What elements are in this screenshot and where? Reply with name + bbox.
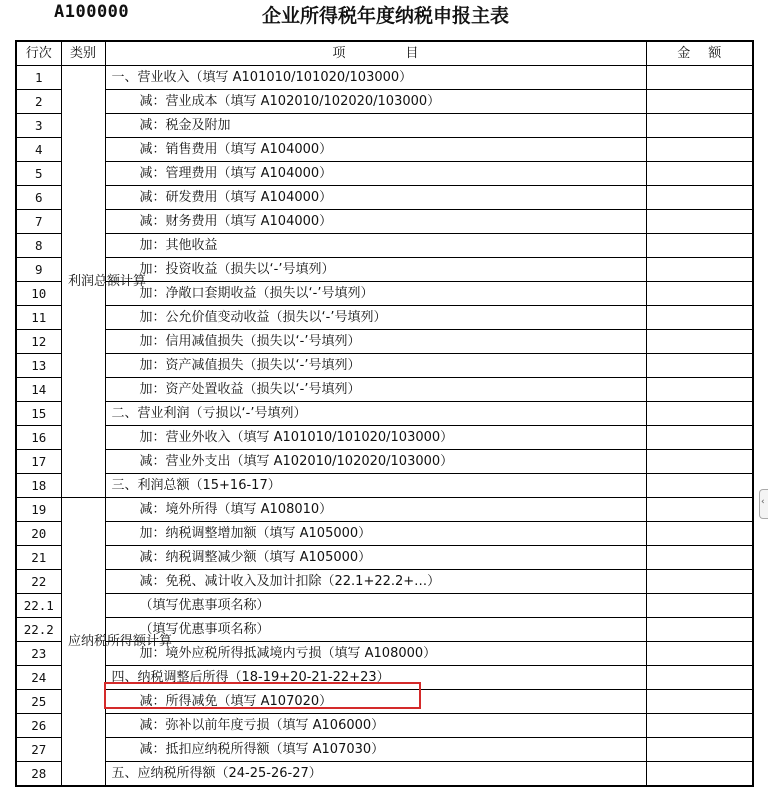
row-number: 14	[16, 378, 61, 402]
item-description: 加：信用减值损失（损失以‘-’号填列）	[105, 330, 646, 354]
item-description: 减：管理费用（填写 A104000）	[105, 162, 646, 186]
amount-cell[interactable]	[646, 714, 753, 738]
table-row	[16, 138, 753, 162]
row-number: 5	[16, 162, 61, 186]
table-row	[16, 306, 753, 330]
item-description: 减：研发费用（填写 A104000）	[105, 186, 646, 210]
row-number: 23	[16, 642, 61, 666]
table-row	[16, 474, 753, 498]
table-row	[16, 450, 753, 474]
amount-cell[interactable]	[646, 306, 753, 330]
amount-cell[interactable]	[646, 474, 753, 498]
item-description: 二、营业利润（亏损以‘-’号填列）	[105, 402, 646, 426]
item-description: 加：其他收益	[105, 234, 646, 258]
category-label: 利润总额计算	[68, 274, 147, 289]
row-number: 22	[16, 570, 61, 594]
table-row	[16, 690, 753, 714]
item-description: 加：境外应税所得抵减境内亏损（填写 A108000）	[105, 642, 646, 666]
row-number: 11	[16, 306, 61, 330]
item-description: 五、应纳税所得额（24-25-26-27）	[105, 762, 646, 787]
table-row	[16, 114, 753, 138]
table-row	[16, 234, 753, 258]
table-row	[16, 90, 753, 114]
row-number: 6	[16, 186, 61, 210]
amount-cell[interactable]	[646, 690, 753, 714]
item-description: 减：营业外支出（填写 A102010/102020/103000）	[105, 450, 646, 474]
row-number: 8	[16, 234, 61, 258]
row-number: 7	[16, 210, 61, 234]
amount-cell[interactable]	[646, 378, 753, 402]
item-description: 减：免税、减计收入及加计扣除（22.1+22.2+…）	[105, 570, 646, 594]
row-number: 28	[16, 762, 61, 787]
row-number: 27	[16, 738, 61, 762]
item-description: 四、纳税调整后所得（18-19+20-21-22+23）	[105, 666, 646, 690]
header-amount: 金 额	[646, 41, 753, 66]
category-taxable	[61, 498, 173, 787]
item-description: 减：财务费用（填写 A104000）	[105, 210, 646, 234]
item-description: 减：纳税调整减少额（填写 A105000）	[105, 546, 646, 570]
amount-cell[interactable]	[646, 522, 753, 546]
row-number: 21	[16, 546, 61, 570]
row-number: 16	[16, 426, 61, 450]
row-number: 9	[16, 258, 61, 282]
amount-cell[interactable]	[646, 258, 753, 282]
item-description: 加：资产处置收益（损失以‘-’号填列）	[105, 378, 646, 402]
item-description: 加：净敞口套期收益（损失以‘-’号填列）	[105, 282, 646, 306]
row-number: 2	[16, 90, 61, 114]
item-description: 减：所得减免（填写 A107020）	[105, 690, 646, 714]
amount-cell[interactable]	[646, 282, 753, 306]
row-number: 24	[16, 666, 61, 690]
amount-cell[interactable]	[646, 738, 753, 762]
amount-cell[interactable]	[646, 402, 753, 426]
table-row	[16, 522, 753, 546]
amount-cell[interactable]	[646, 762, 753, 787]
table-row	[16, 426, 753, 450]
item-description: 减：境外所得（填写 A108010）	[105, 498, 646, 522]
table-header-row	[16, 41, 753, 66]
row-number: 22.1	[16, 594, 61, 618]
item-description: 加：资产减值损失（损失以‘-’号填列）	[105, 354, 646, 378]
item-description: 减：营业成本（填写 A102010/102020/103000）	[105, 90, 646, 114]
amount-cell[interactable]	[646, 642, 753, 666]
amount-cell[interactable]	[646, 354, 753, 378]
row-number: 18	[16, 474, 61, 498]
table-row	[16, 186, 753, 210]
item-description: 加：投资收益（损失以‘-’号填列）	[105, 258, 646, 282]
item-description: 一、营业收入（填写 A101010/101020/103000）	[105, 66, 646, 90]
amount-cell[interactable]	[646, 570, 753, 594]
item-description: 减：税金及附加	[105, 114, 646, 138]
row-number: 4	[16, 138, 61, 162]
amount-cell[interactable]	[646, 450, 753, 474]
row-number: 15	[16, 402, 61, 426]
table-row	[16, 378, 753, 402]
row-number: 17	[16, 450, 61, 474]
amount-cell[interactable]	[646, 594, 753, 618]
table-row	[16, 354, 753, 378]
row-number: 3	[16, 114, 61, 138]
amount-cell[interactable]	[646, 546, 753, 570]
chevron-left-icon: ‹	[761, 497, 765, 507]
item-description: 减：弥补以前年度亏损（填写 A106000）	[105, 714, 646, 738]
row-number: 20	[16, 522, 61, 546]
table-row	[16, 762, 753, 787]
category-profit	[61, 66, 147, 498]
item-description: 三、利润总额（15+16-17）	[105, 474, 646, 498]
table-row	[16, 714, 753, 738]
header-row-no: 行次	[16, 41, 61, 66]
category-label: 应纳税所得额计算	[68, 634, 173, 649]
form-title: 企业所得税年度纳税申报主表	[262, 5, 510, 27]
item-description: 加：纳税调整增加额（填写 A105000）	[105, 522, 646, 546]
form-code: A100000	[54, 2, 130, 22]
amount-cell[interactable]	[646, 498, 753, 522]
row-number: 26	[16, 714, 61, 738]
table-row	[16, 162, 753, 186]
table-row	[16, 66, 753, 90]
amount-cell[interactable]	[646, 210, 753, 234]
amount-cell[interactable]	[646, 66, 753, 90]
amount-cell[interactable]	[646, 666, 753, 690]
item-description: （填写优惠事项名称）	[105, 594, 646, 618]
row-number: 1	[16, 66, 61, 90]
amount-cell[interactable]	[646, 618, 753, 642]
amount-cell[interactable]	[646, 186, 753, 210]
item-description: 加：公允价值变动收益（损失以‘-’号填列）	[105, 306, 646, 330]
item-description: 减：销售费用（填写 A104000）	[105, 138, 646, 162]
header-item: 项 目	[105, 41, 646, 66]
amount-cell[interactable]	[646, 90, 753, 114]
tax-return-table	[15, 40, 754, 787]
table-row	[16, 570, 753, 594]
item-description: （填写优惠事项名称）	[105, 618, 646, 642]
item-description: 减：抵扣应纳税所得额（填写 A107030）	[105, 738, 646, 762]
table-row	[16, 666, 753, 690]
row-number: 10	[16, 282, 61, 306]
row-number: 25	[16, 690, 61, 714]
scroll-handle[interactable]	[759, 489, 768, 519]
row-number: 19	[16, 498, 61, 522]
table-row	[16, 738, 753, 762]
amount-cell[interactable]	[646, 234, 753, 258]
amount-cell[interactable]	[646, 114, 753, 138]
table-row	[16, 498, 753, 522]
row-number: 13	[16, 354, 61, 378]
amount-cell[interactable]	[646, 426, 753, 450]
header-category: 类别	[61, 41, 105, 66]
row-number: 12	[16, 330, 61, 354]
item-description: 加：营业外收入（填写 A101010/101020/103000）	[105, 426, 646, 450]
amount-cell[interactable]	[646, 330, 753, 354]
row-number: 22.2	[16, 618, 61, 642]
table-row	[16, 402, 753, 426]
table-row	[16, 210, 753, 234]
table-row	[16, 594, 753, 618]
amount-cell[interactable]	[646, 162, 753, 186]
table-row	[16, 546, 753, 570]
table-row	[16, 330, 753, 354]
amount-cell[interactable]	[646, 138, 753, 162]
